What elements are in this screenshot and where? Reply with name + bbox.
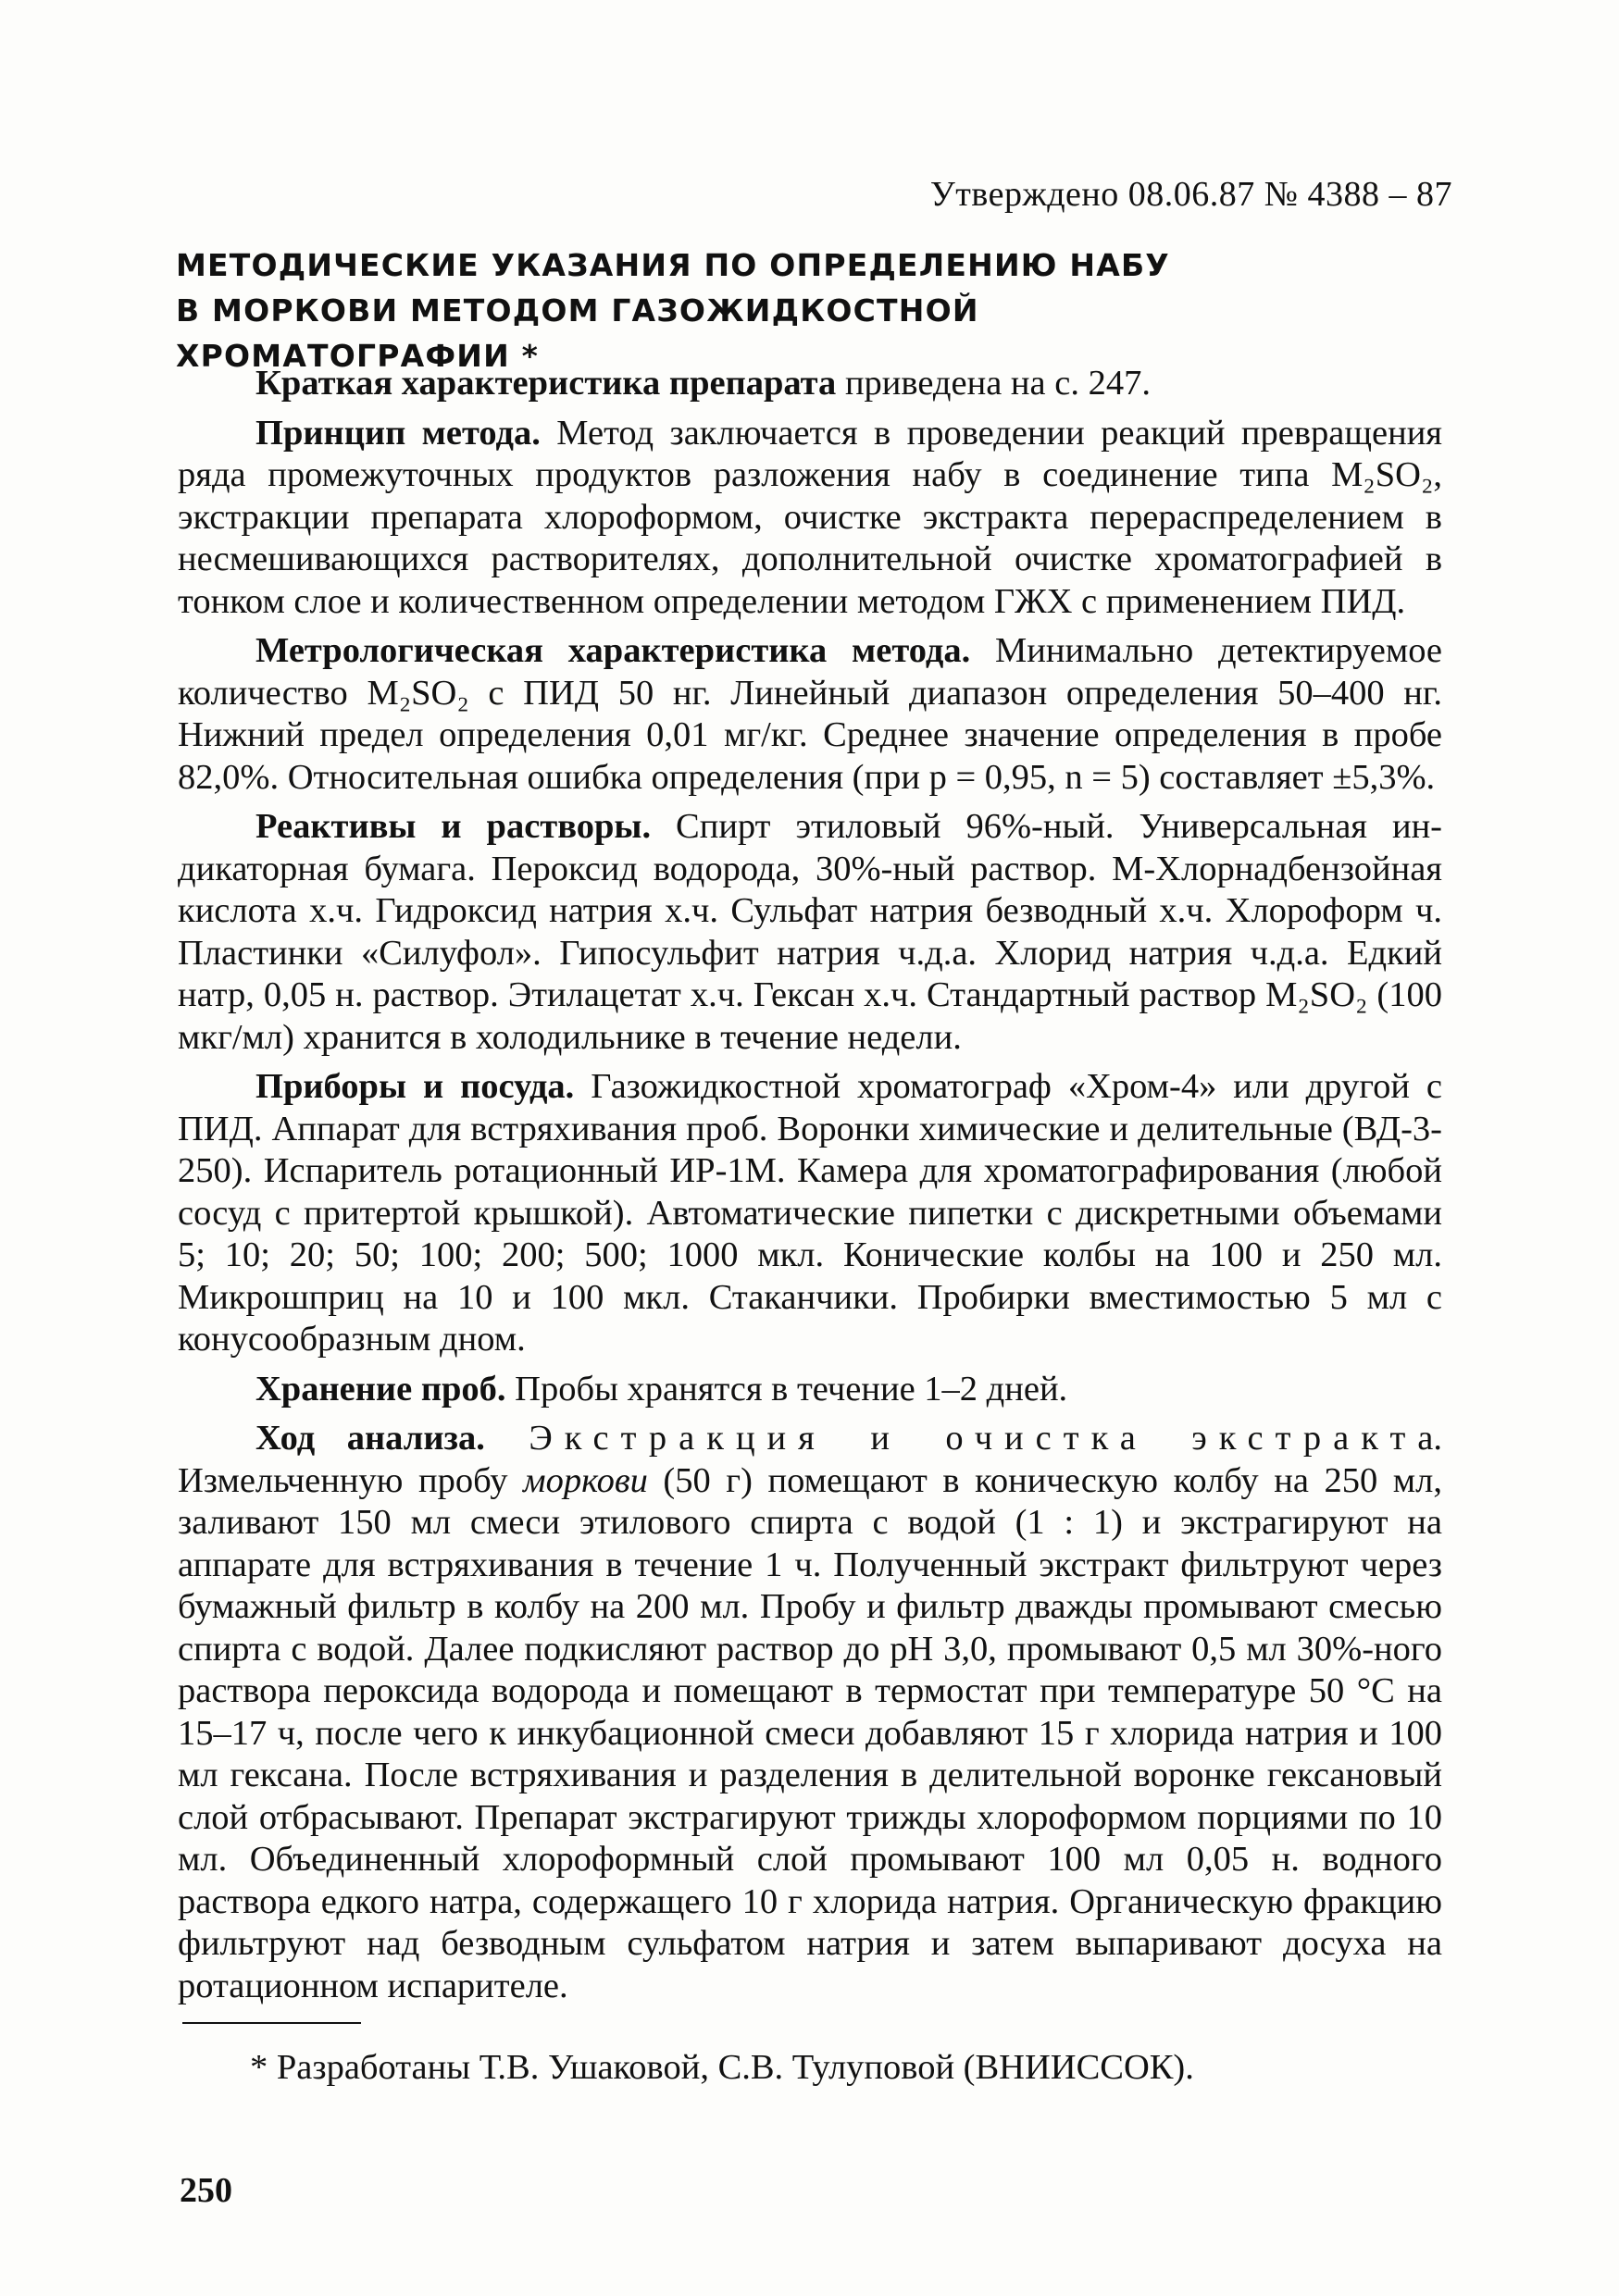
spaced-subheading: Экстракция и очистка экстракт <box>484 1419 1418 1458</box>
document-body <box>178 363 1442 2015</box>
run-in-heading: Принцип метода. <box>255 413 541 453</box>
approval-note: Утверждено 08.06.87 № 4388 – 87 <box>929 175 1452 214</box>
paragraph-metrology <box>178 630 1442 799</box>
italic-term: моркови <box>523 1460 648 1500</box>
paragraph-text: Метод заключается в проведении реакций превращения ряда промежуточных продуктов разложения набу в соединение типа M₂SO₂, экстракции препарата хлороформом, очистке экстракта перераспределением в несмешивающихся растворителях, дополнительной очистке хроматографией в тонком слое и количественном определении методом ГЖХ с применением ПИД. <box>178 413 1443 621</box>
paragraph-text: приведена на с. 247. <box>836 364 1151 403</box>
page-number: 250 <box>180 2171 232 2210</box>
footnote: * Разработаны Т.В. Ушаковой, С.В. Тулуповой (ВНИИССОК). <box>250 2048 1194 2087</box>
run-in-heading: Краткая характеристика препарата <box>255 364 837 403</box>
paragraph-text: (50 г) помещают в коническую колбу на 250 мл, заливают 150 мл смеси этилового спирта с водой (1 : 1) и экстрагируют на аппарате для встряхивания в течение 1 ч. Полученный экстракт фильтруют через бумажный фильтр в колбу на 200 мл. Пробу и фильтр дважды промывают смесью спирта с водой. Далее подкисляют раствор до pH 3,0, промывают 0,5 мл 30%-ного раствора пероксида водорода и помещают в термостат при температуре 50 °C на 15–17 ч, после чего к инкубационной смеси добавляют 15 г хлорида натрия и 100 мл гексана. После встряхивания и разделения в делительной воронке гексановый слой отбрасывают. Препарат экстрагируют трижды хлороформом порциями по 10 мл. Объединенный хлороформный слой промывают 100 мл 0,05 н. водного раствора едкого натра, содержащего 10 г хлорида натрия. Органическую фракцию фильтруют над безводным сульфатом натрия и затем выпаривают досуха на ротационном испарителе. <box>178 1460 1443 2005</box>
run-in-heading: Хранение проб. <box>255 1369 506 1409</box>
paragraph-devices <box>178 1066 1442 1361</box>
run-in-heading: Метрологическая характеристика метода. <box>255 631 971 670</box>
title-line: ХРОМАТОГРАФИИ * <box>176 338 540 374</box>
run-in-heading: Ход анализа. <box>255 1419 485 1458</box>
document-title <box>176 242 1472 379</box>
title-line: МЕТОДИЧЕСКИЕ УКАЗАНИЯ ПО ОПРЕДЕЛЕНИЮ НАБУ <box>176 247 1170 283</box>
paragraph-storage <box>178 1369 1442 1411</box>
paragraph-text: Минимально детектируемое количество M₂SO₂ с ПИД 50 нг. Линейный диапазон определения 50–400 нг. Нижний предел определения 0,01 мг/кг. Среднее значение определения в пробе 82,0%. Относительная ошибка определения (при p = 0,95, n = 5) составляет ±5,3%. <box>178 631 1442 797</box>
paragraph-text: а. Измельченную пробу <box>178 1419 1442 1500</box>
paragraph-principle <box>178 413 1442 624</box>
paragraph-text: Газожидкостной хроматограф «Хром-4» или другой с ПИД. Аппарат для встряхивания проб. Воронки химические и делительные (ВД-3-250). Испаритель ротационный ИР-1М. Камера для хроматографирования (любой сосуд с притертой крышкой). Автоматические пипетки с дискретными объемами 5; 10; 20; 50; 100; 200; 500; 1000 мкл. Конические колбы на 100 и 250 мл. Микрошприц на 10 и 100 мкл. Стаканчики. Пробирки вместимостью 5 мл с конусообразным дном. <box>178 1067 1442 1359</box>
run-in-heading: Реактивы и растворы. <box>255 807 652 846</box>
footnote-divider <box>182 2022 361 2024</box>
paragraph-text: Спирт этиловый 96%-ный. Универсальная индикаторная бумага. Пероксид водорода, 30%-ный раствор. М-Хлорнадбензойная кислота х.ч. Гидроксид натрия х.ч. Сульфат натрия безводный х.ч. Хлороформ ч. Пластинки «Силуфол». Гипосульфит натрия ч.д.а. Хлорид натрия ч.д.а. Едкий натр, 0,05 н. раствор. Этилацетат х.ч. Гексан х.ч. Стандартный раствор M₂SO₂ (100 мкг/мл) хранится в холодильнике в течение недели. <box>178 807 1442 1057</box>
run-in-heading: Приборы и посуда. <box>255 1067 575 1106</box>
title-line: В МОРКОВИ МЕТОДОМ ГАЗОЖИДКОСТНОЙ <box>176 292 979 329</box>
paragraph-text: Пробы хранятся в течение 1–2 дней. <box>505 1369 1068 1409</box>
paragraph-analysis <box>178 1418 1442 2007</box>
paragraph-reagents <box>178 806 1442 1059</box>
paragraph-brief <box>178 363 1442 405</box>
